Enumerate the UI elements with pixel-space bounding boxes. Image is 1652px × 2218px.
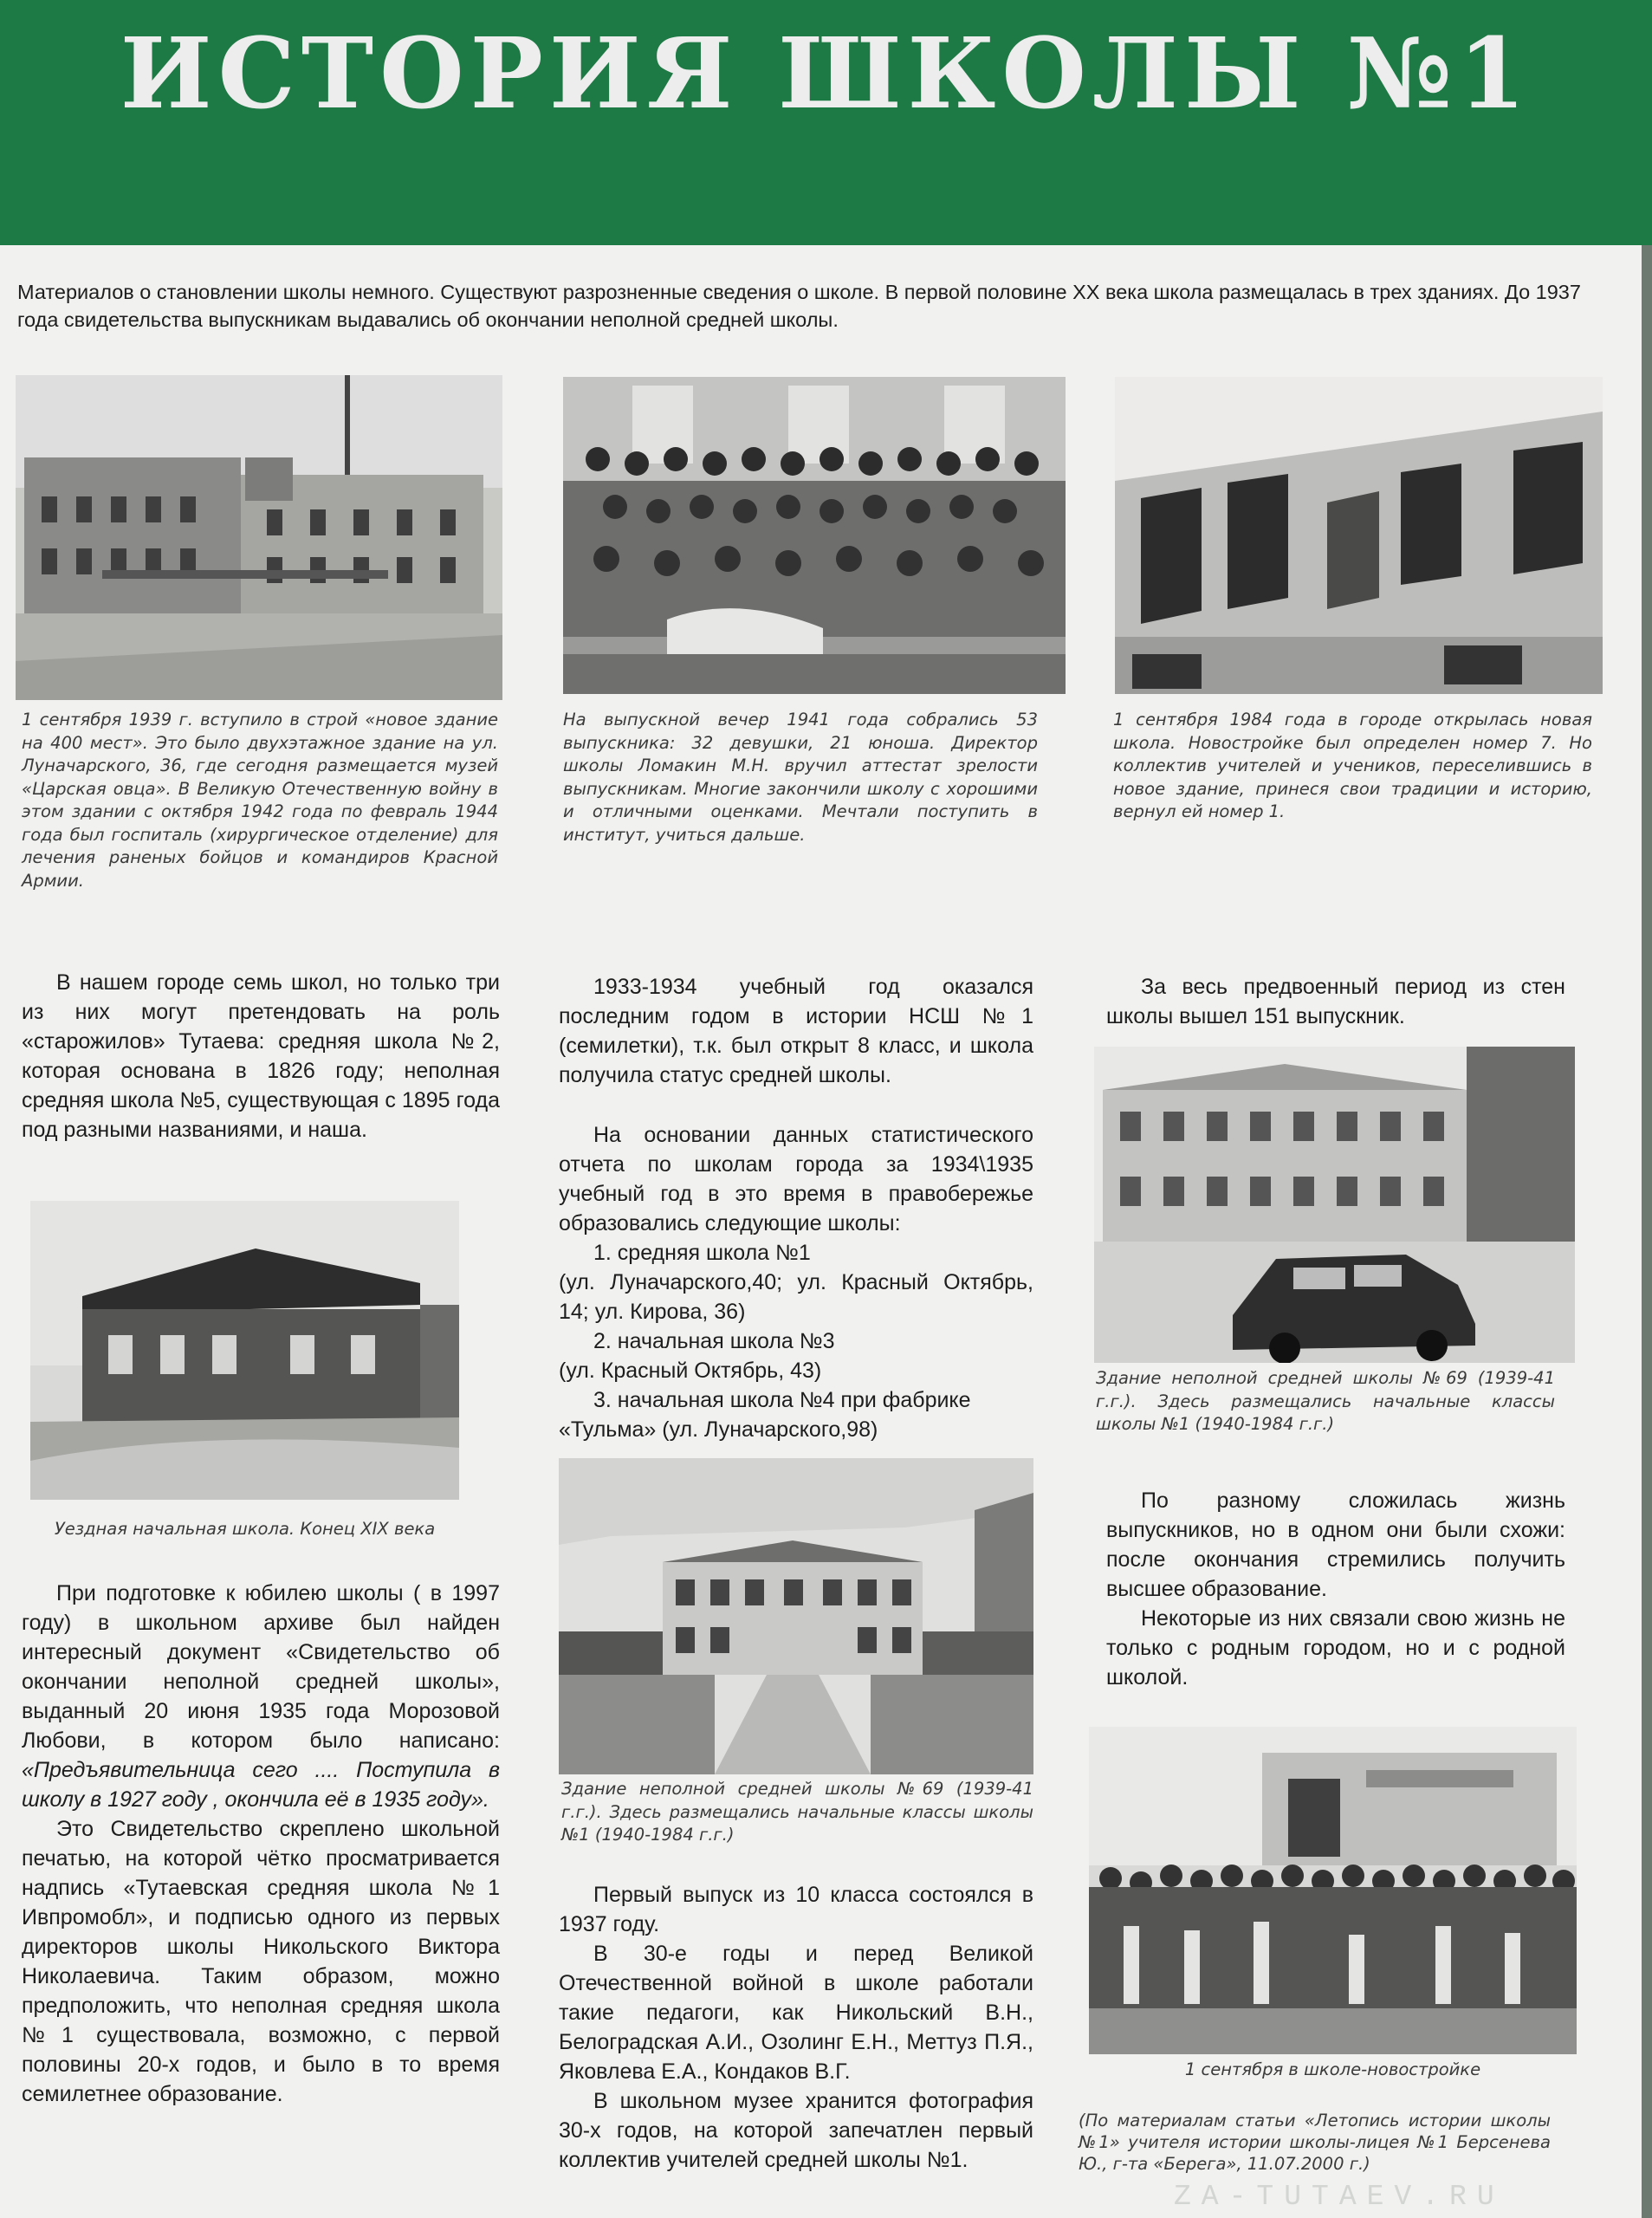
column2-text-2 bbox=[559, 1120, 1033, 1444]
source-note: (По материалам статьи «Летопись истории школы №1» учителя истории школы-лицея №1 Берсенева Ю., г-та «Берега», 11.07.2000 г.) bbox=[1079, 2111, 1551, 2174]
photo-school-69-car-caption: Здание неполной средней школы №69 (1939-41 г.г.). Здесь размещались начальные классы школы №1 (1940-1984 г.г.) bbox=[1096, 1368, 1555, 1435]
list-item-1-head: 1. средняя школа №1 bbox=[593, 1241, 811, 1265]
header-banner bbox=[0, 0, 1652, 245]
photo-uyezd-school-caption: Уездная начальная школа. Конец XIX века bbox=[54, 1519, 436, 1539]
column1-text-2 bbox=[22, 1579, 500, 2109]
museum-photo-note: В школьном музее хранится фотография 30-х годов, на которой запечатлен первый коллектив учителей средней школы №1. bbox=[559, 2089, 1033, 2172]
photo-first-september bbox=[1089, 1727, 1577, 2054]
certificate-seal-text: Это Свидетельство скреплено школьной печатью, на которой чётко просматривается надпись «Тутаевская средняя школа №1 Ивпромобл», и подписью одного из первых директоров школы Никольского Виктора Николаевича. Таким образом, можно предположить, что неполная средняя школа №1 существовала, возможно, с первой половины 20-х годов, и было в то время семилетнее образование. bbox=[22, 1817, 500, 2106]
photo-new-school-1984 bbox=[1115, 377, 1603, 694]
intro-text: Материалов о становлении школы немного. Существуют разрозненные сведения о школе. В первой половине XX века школа размещалась в трех зданиях. До 1937 года свидетельства выпускникам выдавались об окончании неполной средней школы. bbox=[17, 281, 1581, 331]
frame-edge bbox=[1642, 245, 1652, 2218]
photo-graduates-1941 bbox=[563, 377, 1066, 694]
photo-first-september-caption: 1 сентября в школе-новостройке bbox=[1184, 2059, 1481, 2079]
graduates-fate: По разному сложилась жизнь выпускников, но в одном они были схожи: после окончания стремились получить высшее образование. bbox=[1106, 1488, 1565, 1601]
column3-text-1: За весь предвоенный период из стен школы вышел 151 выпускник. bbox=[1106, 975, 1565, 1028]
column1-text-1: В нашем городе семь школ, но только три из них могут претендовать на роль «старожилов» Тутаева: средняя школа №2, которая основана в 1826 году; неполная средняя школа №5, существующая с 1895 года под разными названиями, и наша. bbox=[22, 970, 500, 1142]
photo-school-1939 bbox=[16, 375, 502, 700]
list-item-2-head: 2. начальная школа №3 bbox=[593, 1329, 835, 1353]
photo-new-school-1984-caption: 1 сентября 1984 года в городе открылась новая школа. Новостройке был определен номер 7. Но коллектив учителей и учеников, переселившись в новое здание, принеся свои традиции и историю, вернул ей номер 1. bbox=[1113, 710, 1592, 822]
photo-school-69 bbox=[559, 1458, 1033, 1774]
photo-school-69-caption: Здание неполной средней школы №69 (1939-41 г.г.). Здесь размещались начальные классы школы №1 (1940-1984 г.г.) bbox=[561, 1779, 1033, 1845]
photo-school-1939-caption: 1 сентября 1939 г. вступило в строй «новое здание на 400 мест». Это было двухэтажное здание на ул. Луначарского, 36, где сегодня размещается музей «Царская овца». В Великую Отечественную войну в этом здании с октября 1942 года по февраль 1944 года был госпиталь (хирургическое отделение) для лечения раненых бойцов и командиров Красной Армии. bbox=[22, 710, 498, 891]
certificate-quote: «Предъявительница сего .... Поступила в школу в 1927 году , окончила её в 1935 году». bbox=[22, 1758, 500, 1812]
graduates-connection: Некоторые из них связали свою жизнь не только с родным городом, но и с родной школой. bbox=[1106, 1606, 1565, 1689]
list-item-3-detail: «Тульма» (ул. Луначарского,98) bbox=[559, 1417, 878, 1442]
photo-uyezd-school bbox=[30, 1201, 459, 1500]
list-item-1-detail: (ул. Луначарского,40; ул. Красный Октябрь, 14; ул. Кирова, 36) bbox=[559, 1270, 1033, 1324]
statistics-intro: На основании данных статистического отчета по школам города за 1934\1935 учебный год в это время в правобережье образовались следующие школы: bbox=[559, 1123, 1033, 1235]
first-graduation: Первый выпуск из 10 класса состоялся в 1937 году. bbox=[559, 1883, 1033, 1936]
column3-text-2 bbox=[1106, 1486, 1565, 1692]
photo-school-69-car bbox=[1094, 1047, 1575, 1363]
column2-text-3 bbox=[559, 1880, 1033, 2175]
list-item-3-head: 3. начальная школа №4 при фабрике bbox=[593, 1388, 971, 1412]
photo-graduates-1941-caption: На выпускной вечер 1941 года собрались 53 выпускника: 32 девушки, 21 юноша. Директор школы Ломакин М.Н. вручил аттестат зрелости выпускникам. Многие закончили школу с хорошими и отличными оценками. Мечтали поступить в институт, учиться дальше. bbox=[563, 710, 1038, 845]
page-title: ИСТОРИЯ ШКОЛЫ №1 bbox=[120, 17, 1532, 131]
watermark: ZA-TUTAEV.RU bbox=[1174, 2181, 1505, 2213]
teachers-list: В 30-е годы и перед Великой Отечественной войной в школе работали такие педагоги, как Никольский В.Н., Белоградская А.И., Озолинг Е.Н., Меттуз П.Я., Яковлева Е.А., Кондаков В.Г. bbox=[559, 1942, 1033, 2084]
certificate-story: При подготовке к юбилею школы ( в 1997 году) в школьном архиве был найден интересный документ «Свидетельство об окончании неполной средней школы», выданный 20 июня 1935 года Морозовой Любови, в котором было написано: bbox=[22, 1581, 500, 1753]
list-item-2-detail: (ул. Красный Октябрь, 43) bbox=[559, 1359, 822, 1383]
column2-text-1: 1933-1934 учебный год оказался последним годом в истории НСШ №1 (семилетки), т.к. был открыт 8 класс, и школа получила статус средней школы. bbox=[559, 975, 1033, 1087]
